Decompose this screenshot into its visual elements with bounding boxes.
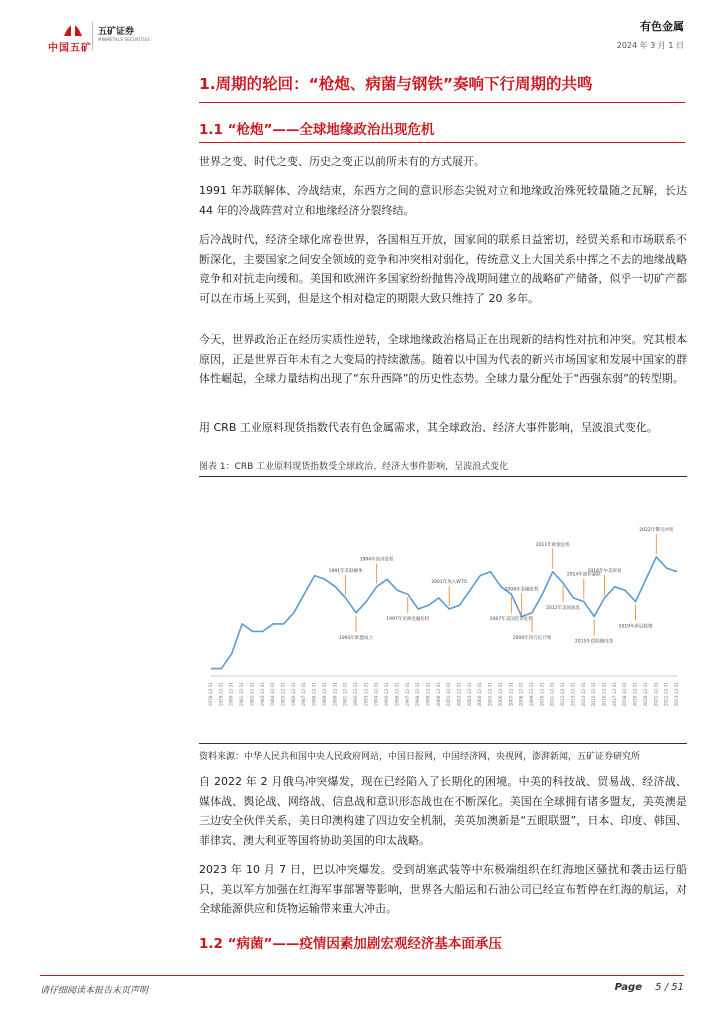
- subsection-title-1: 1.1 “枪炮”——全球地缘政治出现危机: [199, 122, 435, 138]
- annotation-label: 2009年四万亿计划: [512, 635, 552, 641]
- paragraph: 后冷战时代，经济全球化席卷世界，各国相互开放，国家间的联系日益密切，经贸关系和市场联系不断深化，主要国家之间安全领域的竞争和冲突相对弱化，传统意义上大国关系中挥之不去的地缘战略竞争和对抗走向缓和。美国和欧洲许多国家纷纷抛售冷战期间建立的战略矿产储备，似乎一切矿产都可以在市场上买到，但是这个相对稳定的期限大致只维持了 20 多年。: [199, 233, 687, 305]
- minmetals-emblem-icon: [62, 18, 84, 38]
- footer-disclaimer: 请仔细阅读本报告末页声明: [40, 986, 149, 996]
- x-tick-label: 1980-12-31: [228, 682, 234, 707]
- x-tick-label: 1991-12-31: [342, 682, 348, 707]
- header-meta: [617, 18, 684, 51]
- x-tick-label: 2012-12-31: [560, 682, 566, 707]
- x-tick-label: 2010-12-31: [539, 682, 545, 707]
- x-tick-label: 1986-12-31: [290, 682, 296, 707]
- securities-name: 五矿证券: [98, 27, 135, 37]
- annotation-label: 1991年苏联解体: [328, 568, 363, 574]
- x-tick-label: 1999-12-31: [425, 682, 431, 707]
- report-date: 2024 年 3 月 1 日: [616, 41, 684, 50]
- x-tick-label: 2016-12-31: [601, 682, 607, 707]
- annotation-label: 2012年美国加息: [546, 606, 581, 611]
- annotation-label: 2016年中美贸易: [587, 568, 622, 574]
- figure-title: 图表 1：CRB 工业原料现货指数受全球政治、经济大事件影响，呈波浪式变化: [199, 459, 687, 477]
- page-header: [0, 0, 724, 60]
- page-label: Page: [614, 982, 642, 993]
- securities-name-en: MINMETALS SECURITIES: [98, 37, 150, 42]
- figure-source: 资料来源：中华人民共和国中央人民政府网站，中国日报网，中国经济网，央视网，澎湃新闻，五矿证券研究所: [199, 743, 687, 762]
- paragraph: 2023 年 10 月 7 日，巴以冲突爆发。受到胡塞武装等中东极端组织在红海地区骚扰和袭击运行船只，美以军方加强在红海军事部署等影响，世界各大船运和石油公司已经宣布暂停在红海的航运，对全球能源供应和货物运输带来重大冲击。: [199, 863, 687, 915]
- x-tick-label: 1993-12-31: [363, 682, 369, 707]
- x-tick-label: 2004-12-31: [477, 682, 483, 707]
- x-tick-label: 2006-12-31: [497, 682, 503, 707]
- x-tick-label: 1994-12-31: [373, 682, 379, 707]
- x-tick-label: 2008-12-31: [518, 682, 524, 707]
- x-tick-label: 1981-12-31: [239, 682, 245, 707]
- x-tick-label: 2013-12-31: [570, 682, 576, 707]
- section-title: 1.周期的轮回：“枪炮、病菌与钢铁”奏响下行周期的共鸣: [199, 75, 593, 93]
- page-number: 5 / 51: [655, 982, 684, 993]
- x-tick-label: 2005-12-31: [487, 682, 493, 707]
- x-tick-label: 1989-12-31: [321, 682, 327, 707]
- annotation-label: 2008年金融危机: [504, 587, 539, 593]
- x-tick-label: 1995-12-31: [384, 682, 390, 707]
- annotation-label: 1994年经济危机: [359, 557, 394, 563]
- x-tick-label: 2009-12-31: [529, 682, 535, 707]
- annotation-label: 2001年加入WTO: [431, 580, 468, 586]
- company-logo: [48, 18, 152, 52]
- x-tick-label: 2011-12-31: [549, 682, 555, 707]
- annotation-label: 1997年亚洲金融危机: [386, 617, 430, 623]
- report-category: 有色金属: [640, 20, 684, 33]
- x-tick-label: 2003-12-31: [466, 682, 472, 707]
- x-tick-label: 1990-12-31: [332, 682, 338, 707]
- footer-rule: [40, 975, 684, 976]
- paragraph: 自 2022 年 2 月俄乌冲突爆发，现在已经陷入了长期化的困境。中美的科技战、贸易战、经济战、媒体战、舆论战、网络战、信息战和意识形态战也在不断深化。美国在全球拥有诸多盟友，美英澳是三边安全伙伴关系，美日印澳构建了四边安全机制，美英加澳新是“五眼联盟”，日本、印度、韩国、菲律宾、澳大利亚等国将协助美国的印太战略。: [199, 775, 687, 847]
- x-tick-label: 1982-12-31: [249, 682, 255, 707]
- logo-divider: [92, 22, 93, 50]
- x-tick-label: 1996-12-31: [394, 682, 400, 707]
- paragraph: 用 CRB 工业原料现货指数代表有色金属需求，其全球政治、经济大事件影响，呈波浪式变化。: [199, 421, 658, 434]
- x-tick-label: 2001-12-31: [446, 682, 452, 707]
- x-tick-label: 2018-12-31: [622, 682, 628, 707]
- x-tick-label: 1985-12-31: [280, 682, 286, 707]
- annotation-label: 2022年俄乌冲突: [639, 527, 674, 533]
- x-tick-label: 1988-12-31: [311, 682, 317, 707]
- paragraph: 今天，世界政治正在经历实质性逆转，全球地缘政治格局正在出现新的结构性对抗和冲突。究其根本原因，正是世界百年未有之大变局的持续激荡。随着以中国为代表的新兴市场国家和发展中国家的群体性崛起，全球力量结构出现了“东升西降”的历史性态势。全球力量分配处于“西强东弱”的转型期。: [199, 333, 687, 385]
- x-tick-label: 1984-12-31: [270, 682, 276, 707]
- company-name: 中国五矿: [48, 43, 92, 54]
- annotation-label: 2015年供给侧改革: [574, 639, 614, 645]
- x-tick-label: 2017-12-31: [611, 682, 617, 707]
- crb-index-line-chart: [199, 480, 687, 740]
- paragraph: 世界之变、时代之变、历史之变正以前所未有的方式展开。: [199, 155, 485, 168]
- annotation-label: 2011年欧债危机: [535, 542, 570, 548]
- paragraph: 1991 年苏联解体、冷战结束，东西方之间的意识形态尖锐对立和地缘政治殊死较量随之瓦解，长达 44 年的冷战阵营对立和地缘经济分裂终结。: [199, 184, 687, 217]
- x-tick-label: 2015-12-31: [591, 682, 597, 707]
- x-tick-label: 1978-12-31: [208, 682, 213, 707]
- annotation-label: 2019年新冠疫情: [618, 624, 653, 630]
- x-tick-label: 1987-12-31: [301, 682, 307, 707]
- x-tick-label: 1979-12-31: [218, 682, 224, 707]
- subsection-title-2: 1.2 “病菌”——疫情因素加剧宏观经济基本面承压: [199, 936, 502, 952]
- x-tick-label: 2014-12-31: [580, 682, 586, 707]
- section-title-rule: [199, 102, 685, 103]
- annotation-label: 1993年欧盟成立: [339, 635, 373, 641]
- x-tick-label: 2000-12-31: [435, 682, 441, 707]
- x-tick-label: 2023-12-31: [674, 682, 679, 707]
- x-tick-label: 2022-12-31: [663, 682, 669, 707]
- x-tick-label: 2002-12-31: [456, 682, 462, 707]
- x-tick-label: 2021-12-31: [653, 682, 659, 707]
- x-tick-label: 2020-12-31: [642, 682, 648, 707]
- x-tick-label: 1983-12-31: [259, 682, 265, 707]
- x-tick-label: 2019-12-31: [632, 682, 638, 707]
- x-tick-label: 1998-12-31: [415, 682, 421, 707]
- x-tick-label: 1997-12-31: [404, 682, 410, 707]
- page-indicator: [615, 982, 684, 993]
- annotation-label: 2007年美国次贷危机: [489, 617, 533, 623]
- x-tick-label: 1992-12-31: [352, 682, 358, 707]
- annotation-label: 2014年油价暴跌: [566, 572, 601, 578]
- subsection-title-rule: [199, 142, 685, 143]
- x-tick-label: 2007-12-31: [508, 682, 514, 707]
